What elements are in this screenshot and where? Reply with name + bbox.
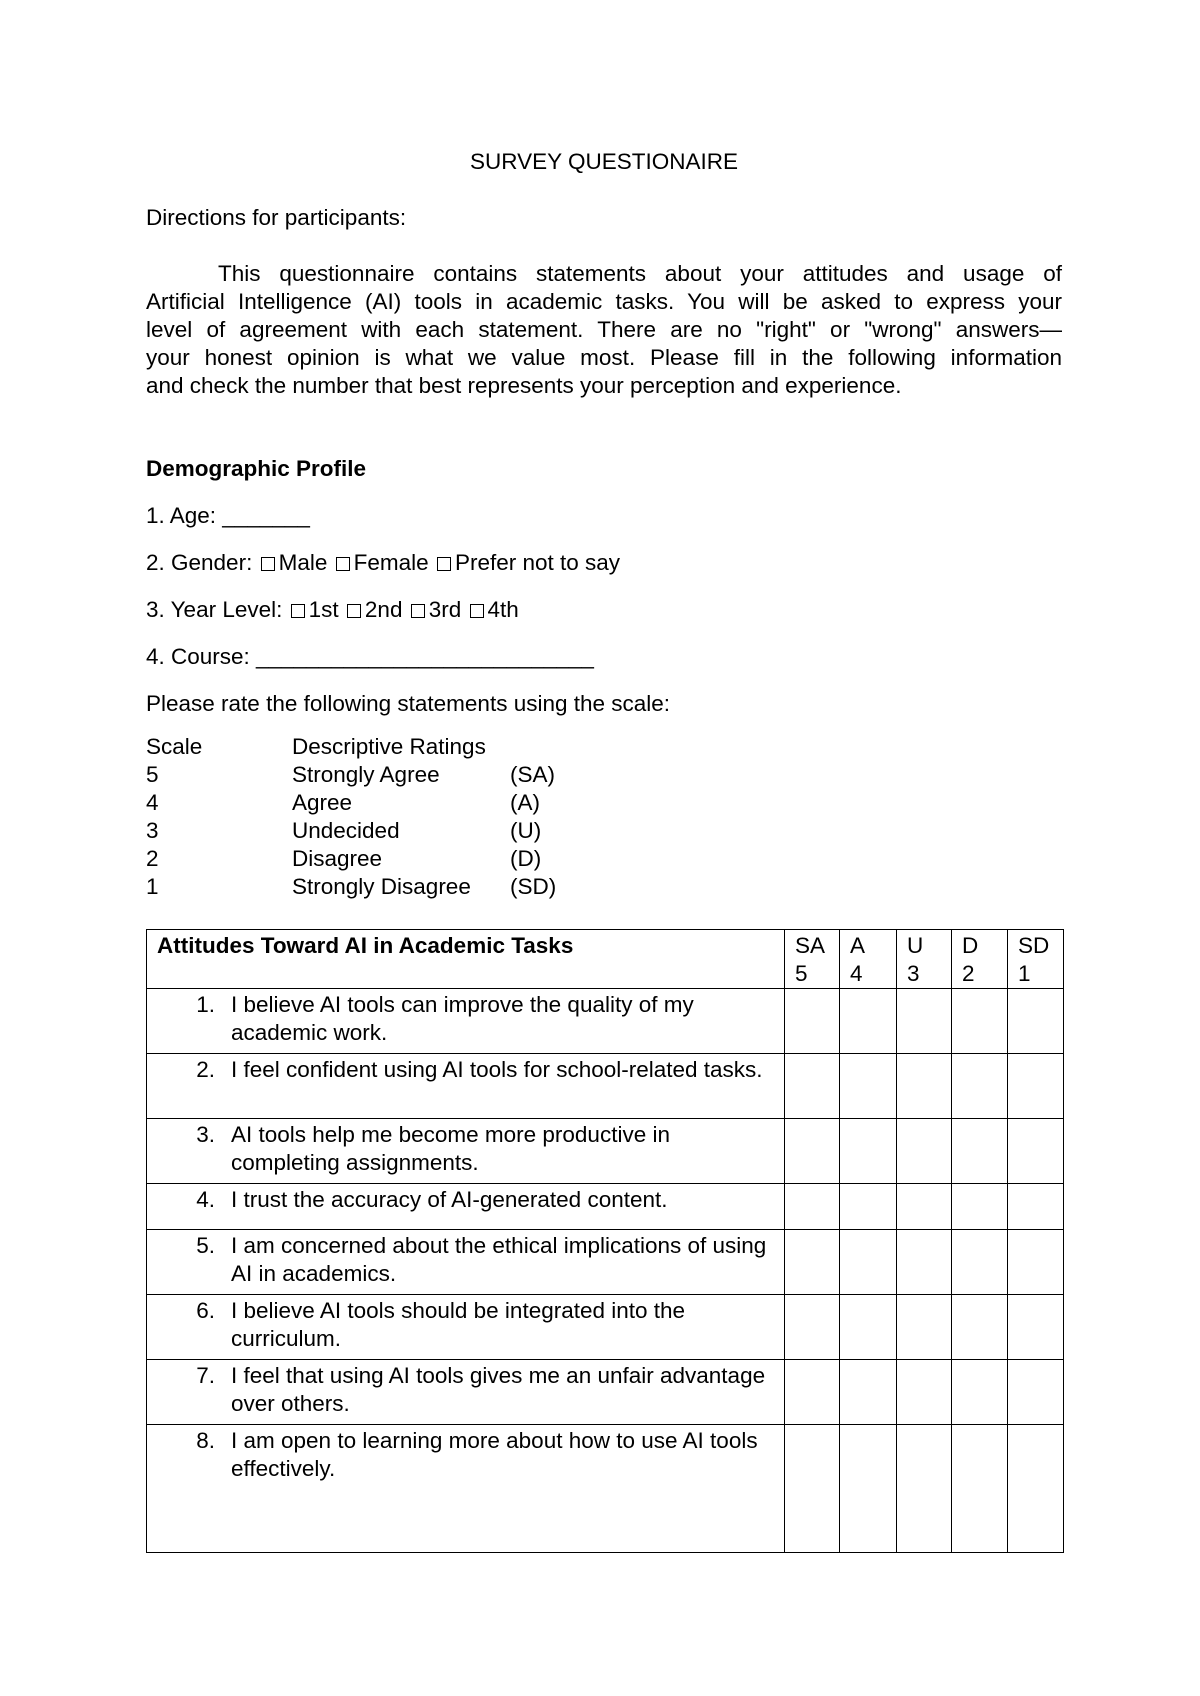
rating-cell-sa[interactable] xyxy=(785,1230,840,1295)
rating-cell-u[interactable] xyxy=(897,1295,952,1360)
statement-text: I feel confident using AI tools for school-related tasks. xyxy=(231,1057,763,1082)
rating-cell-sd[interactable] xyxy=(1008,1184,1064,1230)
statement-cell xyxy=(147,1184,785,1230)
rating-cell-sd[interactable] xyxy=(1008,1295,1064,1360)
year-2nd-checkbox[interactable] xyxy=(347,604,361,618)
statement-cell xyxy=(147,1360,785,1425)
statement-text: I trust the accuracy of AI-generated content. xyxy=(231,1187,668,1212)
year-option-4th: 4th xyxy=(487,597,519,622)
course-field[interactable]: 4. Course: ___________________________ xyxy=(146,644,594,669)
column-abbr: D xyxy=(962,933,979,958)
statement-row xyxy=(147,989,1064,1054)
rating-cell-u[interactable] xyxy=(897,1054,952,1119)
document-title: SURVEY QUESTIONAIRE xyxy=(470,149,738,174)
rating-cell-a[interactable] xyxy=(840,1119,897,1184)
year-option-2nd: 2nd xyxy=(364,597,403,622)
statement-number: 7. xyxy=(196,1363,215,1388)
rating-cell-u[interactable] xyxy=(897,1425,952,1553)
scale-row xyxy=(146,873,556,901)
intro-line: This questionnaire contains statements about your attitudes and usage of xyxy=(218,261,1062,286)
scale-abbr: (SA) xyxy=(510,762,555,787)
scale-label: Strongly Agree xyxy=(292,762,440,787)
rating-cell-d[interactable] xyxy=(952,1295,1008,1360)
survey-table-heading: Attitudes Toward AI in Academic Tasks xyxy=(147,930,785,989)
column-abbr: A xyxy=(850,933,866,958)
gender-option-female: Female xyxy=(353,550,429,575)
scale-abbr: (U) xyxy=(510,818,542,843)
rating-cell-u[interactable] xyxy=(897,1119,952,1184)
statement-cell xyxy=(147,989,785,1054)
gender-prefer-not-checkbox[interactable] xyxy=(437,557,451,571)
directions-label: Directions for participants: xyxy=(146,205,407,230)
rating-cell-sa[interactable] xyxy=(785,1425,840,1553)
statement-number: 6. xyxy=(196,1298,215,1323)
rating-cell-sd[interactable] xyxy=(1008,1230,1064,1295)
rating-cell-a[interactable] xyxy=(840,989,897,1054)
rating-cell-a[interactable] xyxy=(840,1425,897,1553)
column-value: 3 xyxy=(907,961,920,986)
statement-row xyxy=(147,1425,1064,1553)
statement-number: 4. xyxy=(196,1187,215,1212)
scale-value: 4 xyxy=(146,790,159,815)
rating-cell-d[interactable] xyxy=(952,1360,1008,1425)
statement-cell xyxy=(147,1295,785,1360)
year-level-label: 3. Year Level: xyxy=(146,597,283,622)
scale-row xyxy=(146,845,556,873)
year-option-1st: 1st xyxy=(308,597,339,622)
rating-cell-a[interactable] xyxy=(840,1184,897,1230)
statement-cell xyxy=(147,1230,785,1295)
gender-label: 2. Gender: xyxy=(146,550,253,575)
scale-abbr: (A) xyxy=(510,790,540,815)
year-level-field xyxy=(146,596,519,624)
scale-row xyxy=(146,817,556,845)
column-value: 4 xyxy=(850,961,863,986)
rating-cell-a[interactable] xyxy=(840,1360,897,1425)
rating-cell-sd[interactable] xyxy=(1008,989,1064,1054)
rating-cell-d[interactable] xyxy=(952,1184,1008,1230)
column-value: 2 xyxy=(962,961,975,986)
rating-cell-d[interactable] xyxy=(952,1230,1008,1295)
intro-line: level of agreement with each statement. There are no "right" or "wrong" answers— xyxy=(146,317,1062,342)
scale-label: Disagree xyxy=(292,846,383,871)
statement-row xyxy=(147,1184,1064,1230)
statement-number: 8. xyxy=(196,1428,215,1453)
rating-cell-a[interactable] xyxy=(840,1054,897,1119)
scale-header-row xyxy=(146,733,556,761)
rating-cell-sd[interactable] xyxy=(1008,1425,1064,1553)
scale-abbr: (D) xyxy=(510,846,542,871)
statement-row xyxy=(147,1119,1064,1184)
rating-cell-sa[interactable] xyxy=(785,1054,840,1119)
column-abbr: SD xyxy=(1018,933,1050,958)
age-field[interactable]: 1. Age: _______ xyxy=(146,503,310,528)
demographic-heading: Demographic Profile xyxy=(146,456,367,481)
rating-cell-sa[interactable] xyxy=(785,1295,840,1360)
rating-cell-u[interactable] xyxy=(897,989,952,1054)
scale-value: 5 xyxy=(146,762,159,787)
scale-header: Scale xyxy=(146,734,203,759)
rate-instruction: Please rate the following statements using the scale: xyxy=(146,691,671,716)
scale-legend-table xyxy=(146,733,556,901)
statement-row xyxy=(147,1054,1064,1119)
rating-cell-sa[interactable] xyxy=(785,1119,840,1184)
statement-number: 1. xyxy=(196,992,215,1017)
year-4th-checkbox[interactable] xyxy=(470,604,484,618)
rating-cell-a[interactable] xyxy=(840,1295,897,1360)
rating-cell-d[interactable] xyxy=(952,1425,1008,1553)
column-value: 1 xyxy=(1018,961,1031,986)
intro-line: Artificial Intelligence (AI) tools in academic tasks. You will be asked to express your xyxy=(146,289,1062,314)
scale-row xyxy=(146,761,556,789)
statement-cell xyxy=(147,1425,785,1553)
column-header-d xyxy=(952,930,1008,989)
column-header-sa xyxy=(785,930,840,989)
statement-text: I am open to learning more about how to use AI tools effectively. xyxy=(231,1428,758,1481)
column-value: 5 xyxy=(795,961,808,986)
gender-option-male: Male xyxy=(278,550,328,575)
scale-value: 3 xyxy=(146,818,159,843)
gender-male-checkbox[interactable] xyxy=(261,557,275,571)
scale-label: Agree xyxy=(292,790,353,815)
intro-line: and check the number that best represents your perception and experience. xyxy=(146,373,902,398)
statement-number: 3. xyxy=(196,1122,215,1147)
statement-text: I believe AI tools can improve the quality of my academic work. xyxy=(231,992,694,1045)
column-header-a xyxy=(840,930,897,989)
rating-cell-sa[interactable] xyxy=(785,1360,840,1425)
statement-text: I believe AI tools should be integrated into the curriculum. xyxy=(231,1298,686,1351)
statement-text: AI tools help me become more productive in completing assignments. xyxy=(231,1122,670,1175)
intro-line: your honest opinion is what we value most. Please fill in the following information xyxy=(146,345,1062,370)
statement-row xyxy=(147,1230,1064,1295)
year-1st-checkbox[interactable] xyxy=(291,604,305,618)
statement-number: 2. xyxy=(196,1057,215,1082)
rating-cell-sd[interactable] xyxy=(1008,1119,1064,1184)
rating-cell-d[interactable] xyxy=(952,1054,1008,1119)
survey-header-row xyxy=(147,930,1064,989)
scale-value: 1 xyxy=(146,874,159,899)
rating-cell-a[interactable] xyxy=(840,1230,897,1295)
statement-text: I feel that using AI tools gives me an unfair advantage over others. xyxy=(231,1363,766,1416)
statement-row xyxy=(147,1360,1064,1425)
statement-cell xyxy=(147,1119,785,1184)
statement-cell xyxy=(147,1054,785,1119)
column-header-u xyxy=(897,930,952,989)
rating-cell-d[interactable] xyxy=(952,1119,1008,1184)
attitudes-survey-table xyxy=(146,929,1064,1553)
rating-header: Descriptive Ratings xyxy=(292,734,486,759)
statement-row xyxy=(147,1295,1064,1360)
rating-cell-sa[interactable] xyxy=(785,1184,840,1230)
column-abbr: U xyxy=(907,933,924,958)
column-header-sd xyxy=(1008,930,1064,989)
rating-cell-u[interactable] xyxy=(897,1360,952,1425)
rating-cell-u[interactable] xyxy=(897,1230,952,1295)
intro-paragraph xyxy=(146,260,1062,400)
rating-cell-sd[interactable] xyxy=(1008,1054,1064,1119)
scale-label: Strongly Disagree xyxy=(292,874,471,899)
scale-row xyxy=(146,789,556,817)
rating-cell-d[interactable] xyxy=(952,989,1008,1054)
column-abbr: SA xyxy=(795,933,826,958)
statement-number: 5. xyxy=(196,1233,215,1258)
gender-female-checkbox[interactable] xyxy=(336,557,350,571)
rating-cell-u[interactable] xyxy=(897,1184,952,1230)
year-option-3rd: 3rd xyxy=(428,597,462,622)
scale-abbr: (SD) xyxy=(510,874,557,899)
statement-text: I am concerned about the ethical implications of using AI in academics. xyxy=(231,1233,767,1286)
rating-cell-sa[interactable] xyxy=(785,989,840,1054)
year-3rd-checkbox[interactable] xyxy=(411,604,425,618)
scale-label: Undecided xyxy=(292,818,400,843)
gender-option-prefer-not: Prefer not to say xyxy=(454,550,621,575)
rating-cell-sd[interactable] xyxy=(1008,1360,1064,1425)
gender-field xyxy=(146,549,620,577)
scale-value: 2 xyxy=(146,846,159,871)
